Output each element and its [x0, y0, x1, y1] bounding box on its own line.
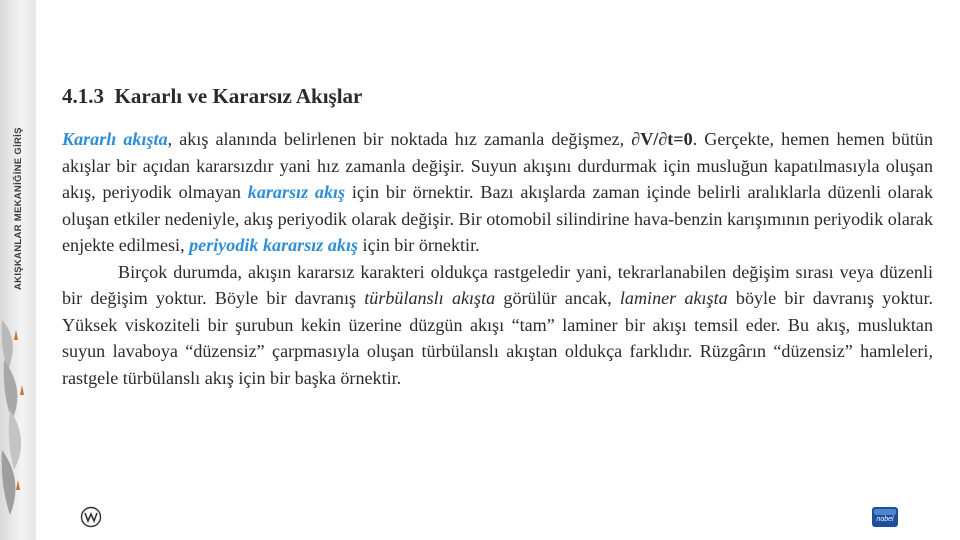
book-title-vertical: AKIŞKANLAR MEKANİĞİNE GİRİŞ [13, 127, 24, 290]
nobel-logo-text: nobel [876, 516, 894, 523]
body-text [62, 126, 933, 391]
term-periodic-unsteady-flow: periyodik kararsız akış [189, 235, 359, 255]
term-laminar-flow: laminer akışta [619, 288, 728, 308]
term-steady-flow: Kararlı akışta [62, 129, 168, 149]
formula: ∂V/∂t=0 [631, 129, 693, 149]
paragraph-2: Birçok durumda, akışın kararsız karakteri oldukça rastgeledir yani, tekrarlanabilen değişim sırası veya düzenli bir değişim yoktur. Böyle bir davranış türbülanslı akışta görülür ancak, laminer akışta böyle bir davranış yoktur. Yüksek viskoziteli bir şurubun kekin üzerine düzgün akışı “tam” laminer bir akışı temsil eder. Bu akış, musluktan suyun lavaboya “düzensiz” çarpmasıyla oluşan türbülanslı akıştan oldukça farklıdır. Rüzgârın “düzensiz” hamleleri, rastgele türbülanslı akış için bir başka örnektir. [62, 261, 934, 388]
section-title: Kararlı ve Kararsız Akışlar [114, 84, 363, 108]
nobel-logo-icon [872, 507, 898, 527]
section-heading [62, 84, 362, 109]
publisher-logo-icon [80, 506, 102, 528]
term-unsteady-flow: kararsız akış [247, 182, 346, 202]
paragraph-1: Kararlı akışta, akış alanında belirlenen bir noktada hız zamanla değişmez, ∂V/∂t=0. Gerçekte, hemen hemen bütün akışlar bir açıdan kararsızdır yani hız zamanla değişir. Suyun akışını durdurmak için musluğun kapatılmasıyla oluşan akış, periyodik olmayan kararsız akış için bir örnektir. Bazı akışlarda zaman içinde belirli aralıklarla düzenli olarak oluşan etkiler nedeniyle, akış periyodik olarak değişir. Bir otomobil silindirine hava-benzin karışımının periyodik olarak enjekte edilmesi, periyodik kararsız akış için bir örnektir. [62, 129, 933, 255]
side-decoration-strip [0, 0, 36, 540]
section-number: 4.1.3 [62, 84, 104, 108]
term-turbulent-flow: türbülanslı akışta [364, 288, 496, 308]
feather-decoration [0, 300, 36, 540]
